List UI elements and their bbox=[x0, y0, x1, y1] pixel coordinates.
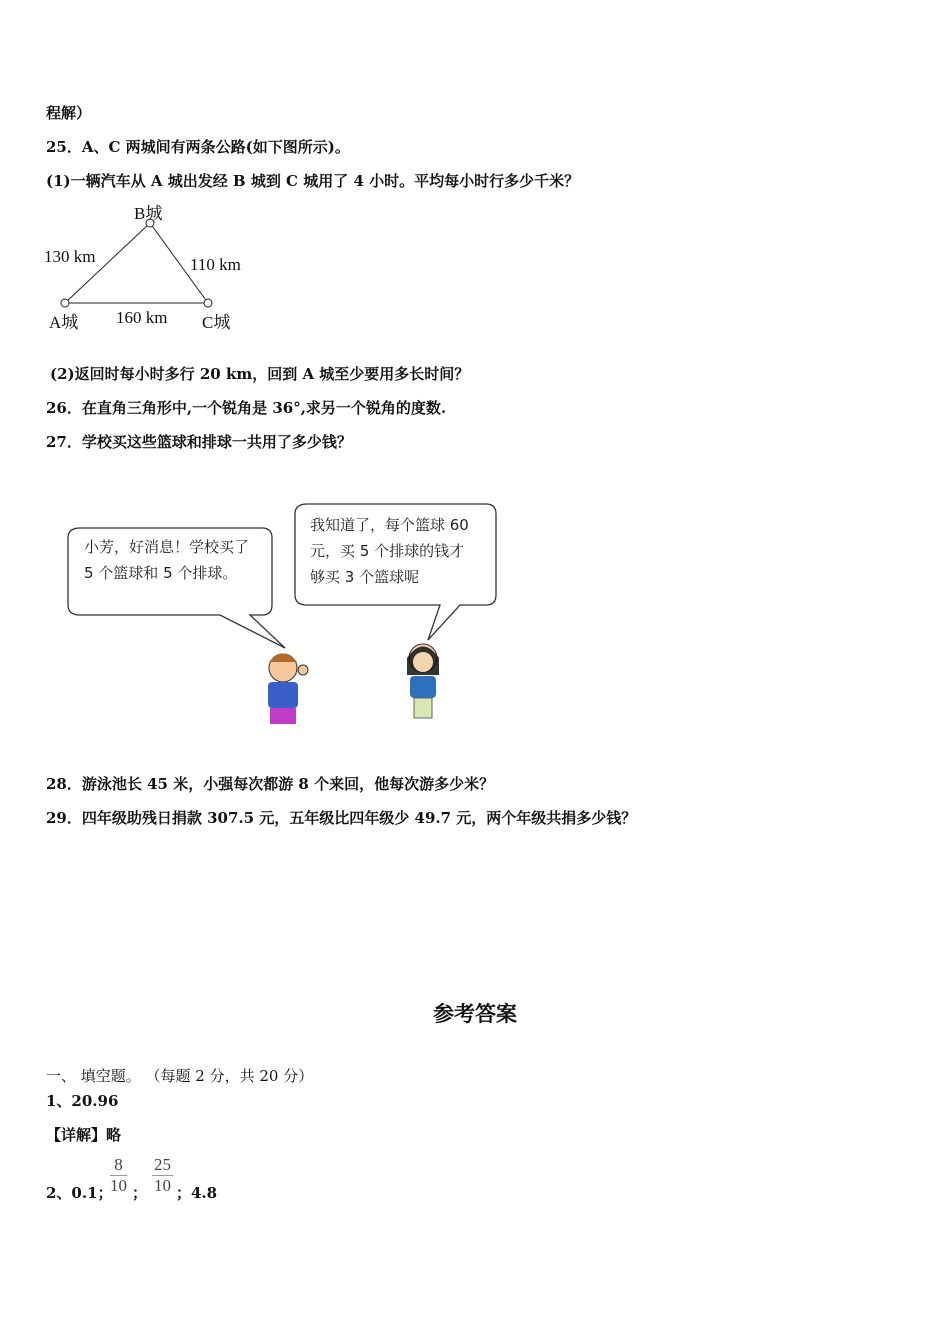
question-25-part-2: (2)返回时每小时多行 20 km，回到 A 城至少要用多长时间？ bbox=[50, 365, 470, 383]
question-25: 25．A、C 两城间有两条公路(如下图所示)。 bbox=[46, 138, 350, 156]
question-28: 28．游泳池长 45 米，小强每次都游 8 个来回，他每次游多少米？ bbox=[46, 775, 495, 793]
answer-1-detail: 【详解】略 bbox=[46, 1126, 122, 1144]
right-bubble-text: 我知道了，每个篮球 60 元，买 5 个排球的钱才 够买 3 个篮球呢 bbox=[310, 516, 469, 586]
girl-figure bbox=[407, 644, 439, 718]
fraction-1: $\frac{8}{10}$ bbox=[110, 1155, 127, 1195]
answer-1: 1、20.96 bbox=[46, 1092, 119, 1110]
answer-2-prefix: 2、0.1； bbox=[46, 1184, 113, 1202]
boy-figure bbox=[268, 654, 308, 725]
triangle-diagram bbox=[0, 0, 300, 340]
question-26: 26．在直角三角形中,一个锐角是 36°,求另一个锐角的度数. bbox=[46, 399, 447, 417]
city-b-label: B城 bbox=[134, 204, 163, 223]
question-25-part-1: (1)一辆汽车从 A 城出发经 B 城到 C 城用了 4 小时。平均每小时行多少千米？ bbox=[46, 172, 580, 190]
answers-title: 参考答案 bbox=[433, 1001, 517, 1026]
question-27: 27．学校买这些篮球和排球一共用了多少钱？ bbox=[46, 433, 352, 451]
city-c-label: C城 bbox=[202, 313, 231, 332]
city-a-label: A城 bbox=[49, 313, 79, 332]
separator: ； bbox=[132, 1184, 148, 1202]
section-heading: 一、 填空题。 （每题 2 分，共 20 分） bbox=[46, 1067, 314, 1085]
question-29: 29．四年级助残日捐款 307.5 元，五年级比四年级少 49.7 元，两个年级共捐多少钱？ bbox=[46, 809, 637, 827]
left-bubble-text: 小芳，好消息！学校买了 5 个篮球和 5 个排球。 bbox=[84, 538, 250, 582]
answer-2-tail: ；4.8 bbox=[176, 1184, 218, 1202]
ab-distance: 130 km bbox=[44, 247, 96, 266]
fraction-2: $\frac{25}{10}$ bbox=[154, 1155, 171, 1195]
text-line: 程解） bbox=[46, 104, 92, 122]
ac-distance: 160 km bbox=[116, 308, 168, 327]
bc-distance: 110 km bbox=[190, 255, 241, 274]
